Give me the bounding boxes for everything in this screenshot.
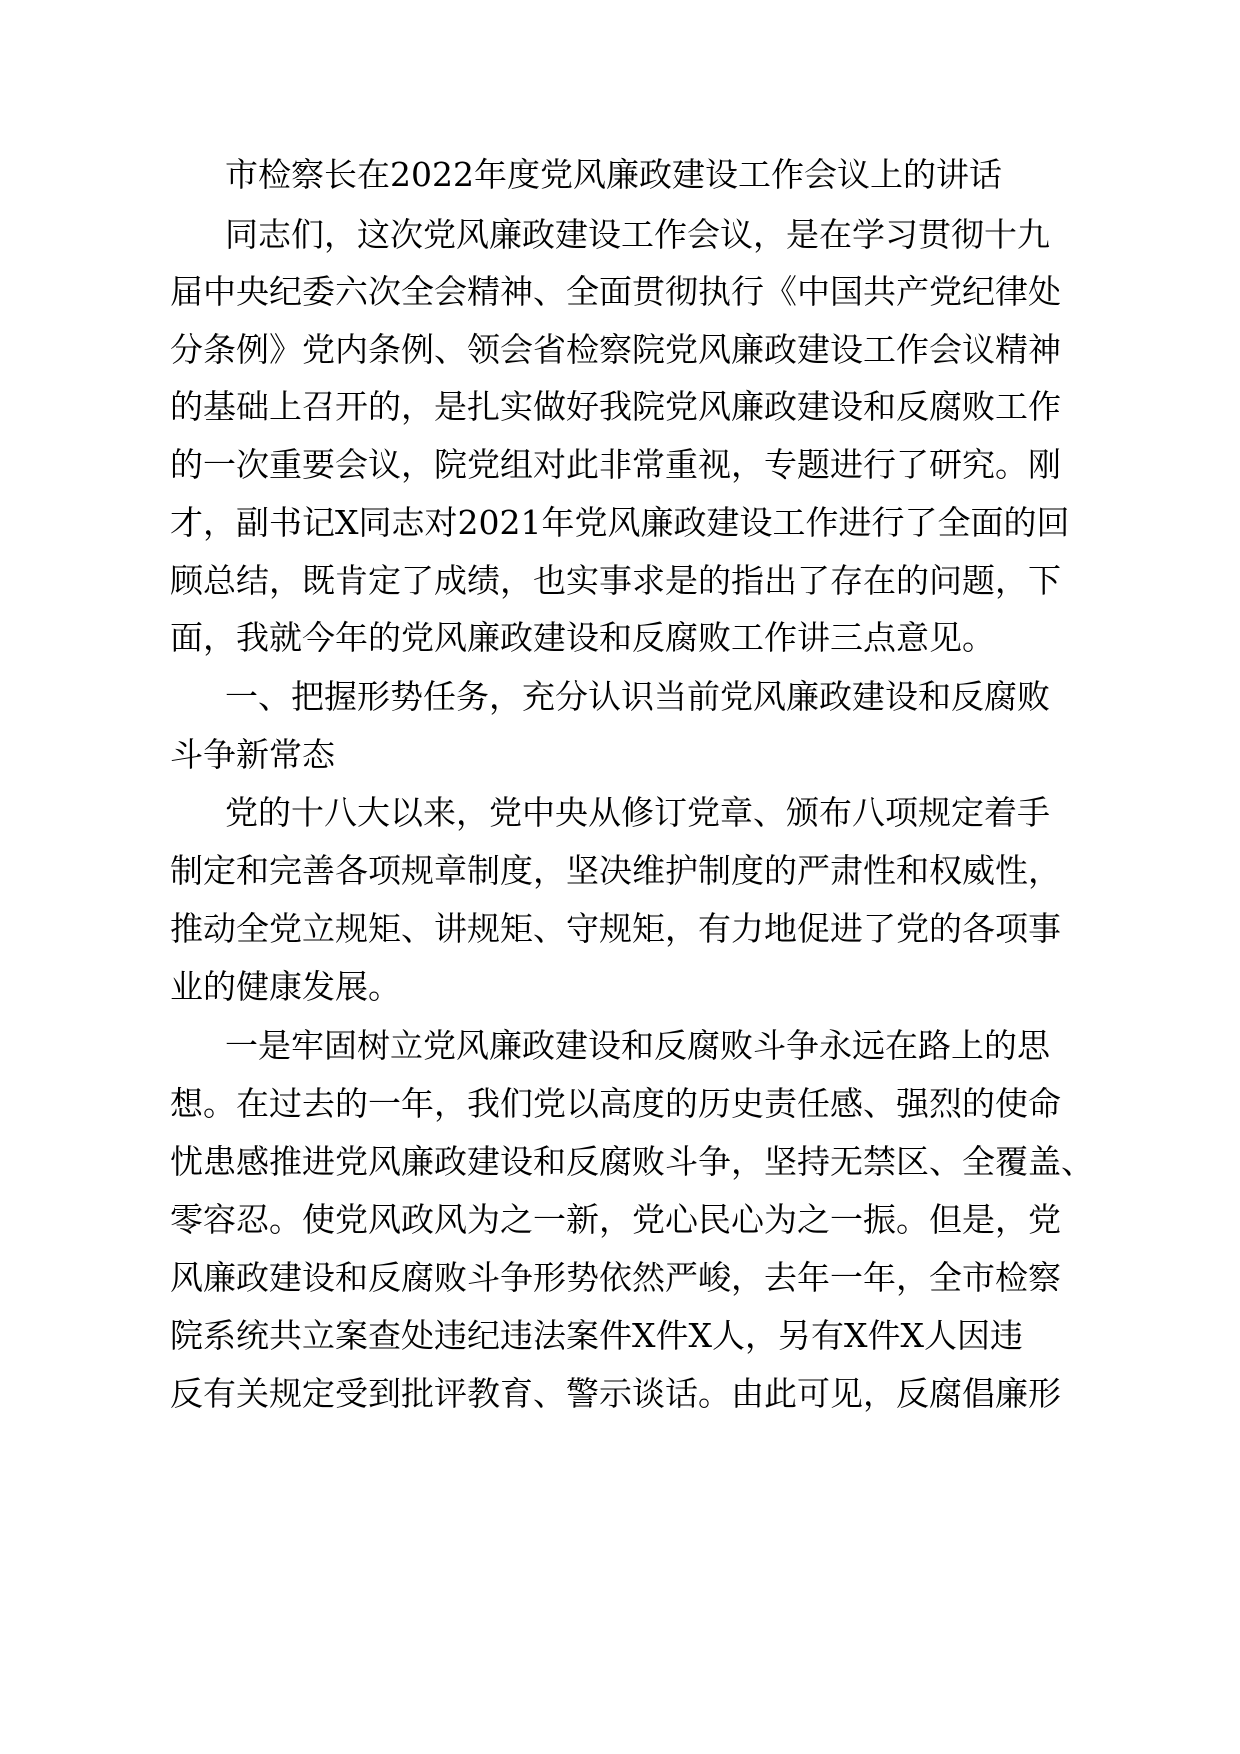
section-heading: 斗争新常态 <box>170 735 335 774</box>
text-line: 党的十八大以来，党中央从修订党章、颁布八项规定着手 <box>225 793 1050 832</box>
text-line: 零容忍。使党风政风为之一新，党心民心为之一振。但是，党 <box>170 1200 1061 1239</box>
document-title: 市检察长在2022年度党风廉政建设工作会议上的讲话 <box>225 155 1002 194</box>
text-line: 届中央纪委六次全会精神、全面贯彻执行《中国共产党纪律处 <box>170 272 1061 311</box>
text-line: 忧患感推进党风廉政建设和反腐败斗争，坚持无禁区、全覆盖、 <box>170 1142 1094 1181</box>
text-line: 院系统共立案查处违纪违法案件X件X人，另有X件X人因违 <box>170 1316 1023 1355</box>
text-line: 一是牢固树立党风廉政建设和反腐败斗争永远在路上的思 <box>225 1026 1050 1065</box>
text-line: 分条例》党内条例、领会省检察院党风廉政建设工作会议精神 <box>170 330 1061 369</box>
text-line: 顾总结，既肯定了成绩，也实事求是的指出了存在的问题，下 <box>170 561 1061 600</box>
text-line: 制定和完善各项规章制度，坚决维护制度的严肃性和权威性， <box>170 851 1061 890</box>
text-line: 推动全党立规矩、讲规矩、守规矩，有力地促进了党的各项事 <box>170 909 1061 948</box>
section-heading: 一、把握形势任务，充分认识当前党风廉政建设和反腐败 <box>225 677 1050 716</box>
text-line: 同志们，这次党风廉政建设工作会议，是在学习贯彻十九 <box>225 215 1050 254</box>
text-line: 的一次重要会议，院党组对此非常重视，专题进行了研究。刚 <box>170 445 1061 484</box>
text-line: 面，我就今年的党风廉政建设和反腐败工作讲三点意见。 <box>170 618 995 657</box>
text-line: 的基础上召开的，是扎实做好我院党风廉政建设和反腐败工作 <box>170 387 1061 426</box>
text-line: 反有关规定受到批评教育、警示谈话。由此可见，反腐倡廉形 <box>170 1374 1061 1413</box>
text-line: 风廉政建设和反腐败斗争形势依然严峻，去年一年，全市检察 <box>170 1258 1061 1297</box>
text-line: 业的健康发展。 <box>170 967 401 1006</box>
text-line: 想。在过去的一年，我们党以高度的历史责任感、强烈的使命 <box>170 1084 1061 1123</box>
text-line: 才，副书记X同志对2021年党风廉政建设工作进行了全面的回 <box>170 503 1070 542</box>
